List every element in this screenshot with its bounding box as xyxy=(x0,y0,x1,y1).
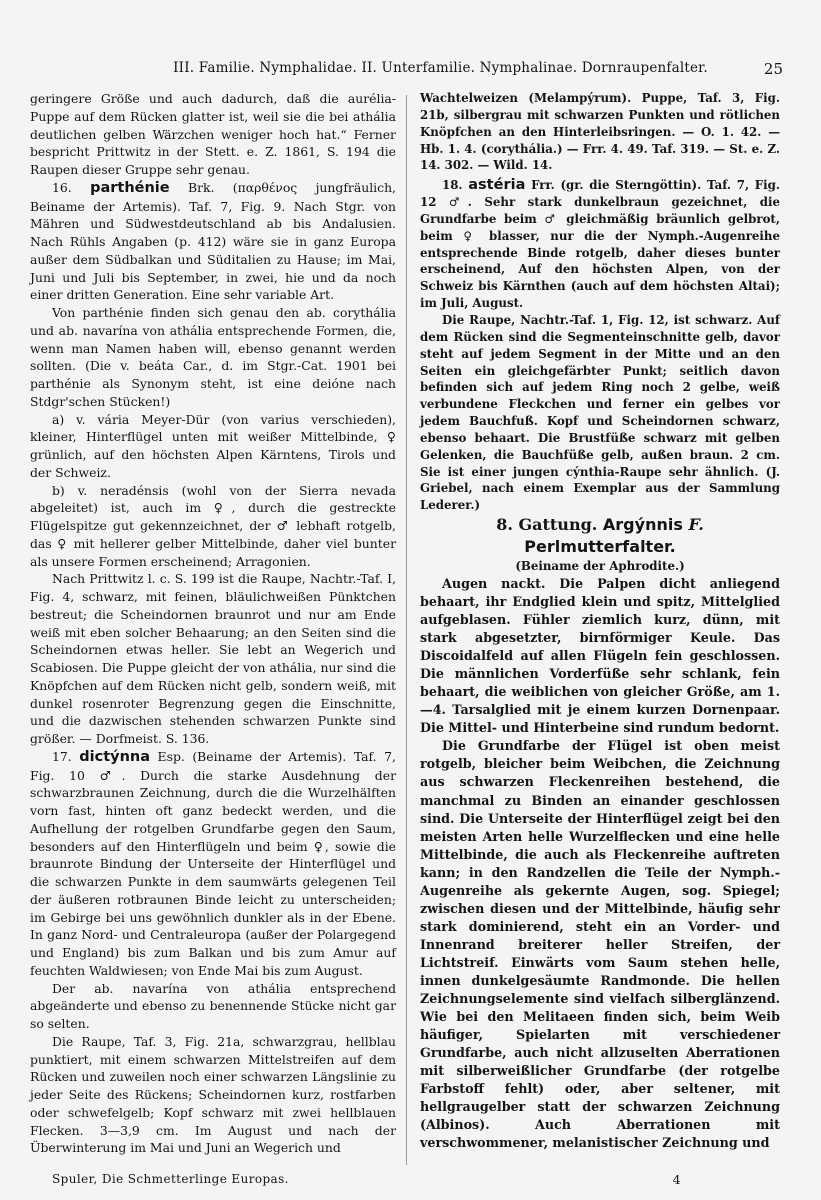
paragraph: Nach Prittwitz l. c. S. 199 ist die Raupe, Nachtr.-Taf. I, Fig. 4, schwarz, mit feinen, bläulichweißen Pünktchen bestreut; die Scheindornen braunrot und nur am Ende weiß mit eben solcher Behaarung; an den Seiten sind die Scheindornen etwas heller. Sie lebt an Wegerich und Scabiosen. Die Puppe gleicht der von athália, nur sind die Knöpfchen auf dem Rücken nicht gelb, sondern weiß, mit dunkel rosenroter Begrenzung gegen die Einschnitte, und die dazwischen stehenden schwarzen Punkte sind größer. — Dorfmeist. S. 136. xyxy=(30,571,396,746)
species-entry-parthenie xyxy=(30,179,396,304)
paragraph: Die Raupe, Taf. 3, Fig. 21a, schwarzgrau, hellblau punktiert, mit einem schwarzen Mittelstreifen auf dem Rücken und zuweilen noch einer schwarzen Längslinie zu jeder Seite des Rückens; Scheindornen kurz, rostfarben oder schwefelgelb; Kopf schwarz mit zwei hellblauen Flecken. 3—3,9 cm. Im August und nach der Überwinterung im Mai und Juni an Wegerich und xyxy=(30,1033,396,1156)
species-description: Frr. (gr. die Sterngöttin). Taf. 7, Fig. 12 ♂. Sehr stark dunkelbraun gezeichnet, die Grundfarbe beim ♂ gleichmäßig bräunlich gelbrot, beim ♀ blasser, nur die der Nymph.-Augenreihe entsprechende Binde rotgelb, daher dieses bunter erscheinend, Auf den höchsten Alpen, von der Schweiz bis Kärnthen (auch auf dem höchsten Altai); im Juli, August. xyxy=(420,178,780,311)
paragraph: Von parthénie finden sich genau den ab. corythália und ab. navarína von athália entsprechende Formen, die, wenn man Namen haben will, ebenso genannt werden sollten. (Die v. beáta Car., d. im Stgr.-Cat. 1901 bei parthénie als Synonym steht, ist eine deióne nach Stdgr'schen Stücken!) xyxy=(30,305,396,409)
genus-author: F. xyxy=(688,515,704,535)
genus-etymology: (Beiname der Aphrodite.) xyxy=(515,559,685,574)
page-footer xyxy=(30,1172,791,1190)
species-number: 17. xyxy=(52,748,72,764)
paragraph: Die Grundfarbe der Flügel ist oben meist rotgelb, bleicher beim Weibchen, die Zeichnung aus schwarzen Fleckenreihen bestehend, die manchmal zu Binden an einander geschlossen sind. Die Unterseite der Hinterflügel zeigt bei den meisten Arten helle Wurzelflecken und eine helle Mittelbinde, die auch als Fleckenreihe auftreten kann; in den Randzellen die Teile der Nymph.-Augenreihe als gekernte Augen, sog. Spiegel; zwischen diesen und der Mittelbinde, häufig sehr stark dominierend, steht ein an Vorder- und Innenrand breiterer heller Streifen, der Lichtstreif. Einwärts vom Saum stehen helle, innen dunkelgesäumte Randmonde. Die hellen Zeichnungselemente sind vielfach silberglänzend. Wie bei den Melitaeen finden sich, beim Weib häufiger, Spielarten mit verschiedener Grundfarbe, auch nicht allzuselten Aberrationen mit silberweißlicher Grundfarbe (der rotgelbe Farbstoff fehlt) oder, aber seltener, mit hellgraugelber statt der schwarzen Zeichnung (Albinos). Auch Aberrationen mit verschwommener, melanistischer Zeichnung und xyxy=(420,738,780,1151)
paragraph: Augen nackt. Die Palpen dicht anliegend behaart, ihr Endglied klein und spitz, Mittelglied aufgeblasen. Fühler ziemlich kurz, dünn, mit stark abgesetzter, birnförmiger Keule. Das Discoidalfeld auf allen Flügeln fein geschlossen. Die männlichen Vorderfüße sehr schlank, fein behaart, die weiblichen von gleicher Größe, am 1.—4. Tarsalglied mit je einem kurzen Dornenpaar. Die Mittel- und Hinterbeine sind rundum bedornt. xyxy=(420,575,780,736)
species-name: parthénie xyxy=(90,179,170,196)
signature-mark: 4 xyxy=(672,1172,681,1187)
left-column xyxy=(30,90,396,1157)
column-divider xyxy=(406,95,407,1165)
variety-a: a) v. vária Meyer-Dür (von varius verschieden), kleiner, Hinterflügel unten mit weißer Mittelbinde, ♀ grünlich, auf den höchsten Alpen Kärntens, Tirols und der Schweiz. xyxy=(30,411,396,480)
variety-b: b) v. neradénsis (wohl von der Sierra nevada abgeleitet) ist, auch im ♀, durch die gestreckte Flügelspitze gut gekennzeichnet, der ♂ lebhaft rotgelb, das ♀ mit hellerer gelber Mittelbinde, daher viel bunter als unsere Formen erscheinend; Arragonien. xyxy=(30,482,396,569)
species-name: astéria xyxy=(468,177,526,194)
species-name: dictýnna xyxy=(79,748,151,765)
right-column xyxy=(420,90,780,1152)
genus-prefix: 8. Gattung. xyxy=(496,515,598,535)
footer-source: Spuler, Die Schmetterlinge Europas. xyxy=(52,1172,289,1186)
species-description: Esp. (Beiname der Artemis). Taf. 7, Fig. 10 ♂. Durch die starke Ausdehnung der schwarzbraunen Zeichnung, durch die die Wurzelhälften vorn fast, hinten oft ganz bedeckt werden, und die Aufhellung der rotgelben Grundfarbe gegen den Saum, besonders auf den Hinterflügeln und beim ♀, sowie die braunrote Bindung der Unterseite der Hinterflügel und die schwarzen Punkte in dem saumwärts gelegenen Teil der äußeren rotbraunen Binde leicht zu unterscheiden; im Gebirge bei uns gewöhnlich dunkler als in der Ebene. In ganz Nord- und Centraleuropa (außer der Polargegend und England) bis zum Balkan und bis zum Amur auf feuchten Waldwiesen; von Ende Mai bis zum August. xyxy=(30,748,396,978)
genus-name: Argýnnis xyxy=(602,515,683,535)
species-number: 18. xyxy=(442,178,463,193)
genus-common-name: Perlmutterfalter. xyxy=(524,537,676,557)
page-number: 25 xyxy=(763,60,783,78)
page-header xyxy=(30,60,791,80)
genus-heading xyxy=(420,514,780,558)
species-description: Brk. (παρθένος jungfräulich, Beiname der Artemis). Taf. 7, Fig. 9. Nach Stgr. von Mähren und Südwestdeutschland ab bis Andalusien. Nach Rühls Angaben (p. 412) wäre sie in ganz Europa außer dem Südbalkan und Süditalien zu Hause; im Mai, Juni und Juli bis September, in zwei, hie und da noch einer dritten Generation. Eine sehr variable Art. xyxy=(30,179,396,303)
paragraph: Der ab. navarína von athália entsprechend abgeänderte und ebenso zu benennende Stücke nicht gar so selten. xyxy=(30,980,396,1031)
paragraph: Die Raupe, Nachtr.-Taf. 1, Fig. 12, ist schwarz. Auf dem Rücken sind die Segmenteinschnitte gelb, davor steht auf jedem Segment in der Mitte und an den Seiten ein gleichgefärbter Punkt; seitlich davon befinden sich auf jedem Ring noch 2 gelbe, weiß verbundene Fleckchen und ferner ein gelbes vor jedem Bauchfuß. Kopf und Scheindornen schwarz, ebenso behaart. Die Brustfüße schwarz mit gelben Gelenken, die Bauchfüße gelb, außen braun. 2 cm. Sie ist einer jungen cýnthia-Raupe sehr ähnlich. (J. Griebel, nach einem Exemplar aus der Sammlung Lederer.) xyxy=(420,312,780,513)
paragraph: Wachtelweizen (Melampýrum). Puppe, Taf. 3, Fig. 21b, silbergrau mit schwarzen Punkten und rötlichen Knöpfchen an den Hinterleibsringen. — O. 1. 42. — Hb. 1. 4. (corythália.) — Frr. 4. 49. Taf. 319. — St. e. Z. 14. 302. — Wild. 14. xyxy=(420,91,780,173)
species-entry-asteria xyxy=(420,177,780,312)
paragraph: geringere Größe und auch dadurch, daß die aurélia-Puppe auf dem Rücken glatter ist, weil sie die bei athália deutlichen gelben Wärzchen weniger hoch hat.“ Ferner bespricht Prittwitz in der Stett. e. Z. 1861, S. 194 die Raupen dieser Gruppe sehr genau. xyxy=(30,91,396,177)
running-title: III. Familie. Nymphalidae. II. Unterfamilie. Nymphalinae. Dornraupenfalter. xyxy=(173,60,708,76)
species-number: 16. xyxy=(52,179,72,195)
species-entry-dictynna xyxy=(30,748,396,980)
